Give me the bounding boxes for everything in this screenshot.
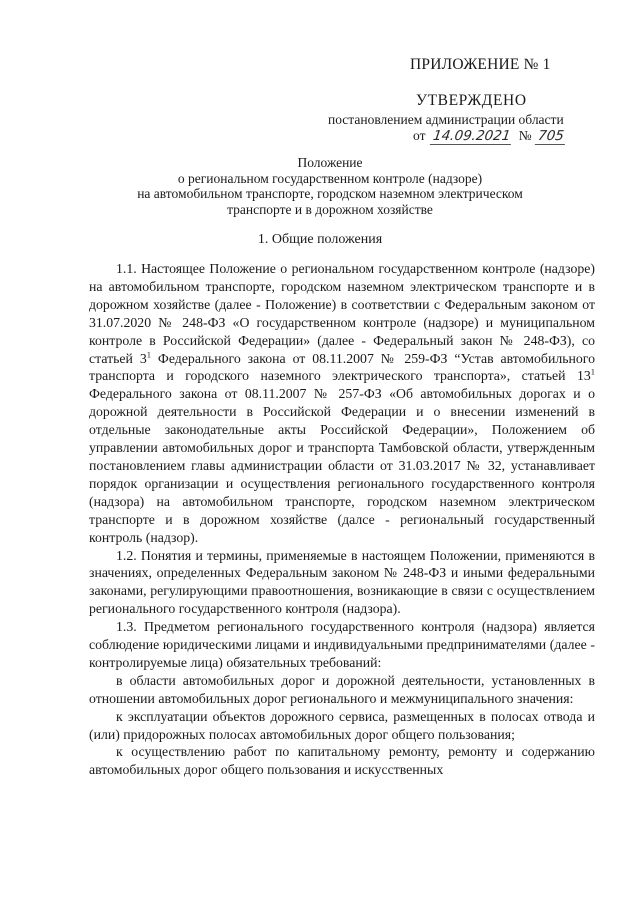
appendix-label: ПРИЛОЖЕНИЕ № 1 [410,56,551,73]
paragraph-roads: в области автомобильных дорог и дорожной деятельности, установленных в отношении автомобильных дорог регионального и межмуниципального значения: [89,672,595,706]
number-sign: № [518,128,532,143]
p1-1-superscript-1: 1 [146,348,151,359]
title-line-1: Положение [297,155,363,170]
title-line-4: транспорте и в дорожном хозяйстве [227,201,433,217]
p1-1-superscript-2: 1 [590,366,595,377]
approved-title: УТВЕРЖДЕНО [416,92,527,109]
document-title [100,155,560,217]
p1-1-part-c: Федерального закона от 08.11.2007 № 257-ФЗ «Об автомобильных дорогах и о дорожной деятельности в Российской Федерации и о внесении изменений в отдельные законодательные акты Российской Федерации», Положением об управлении автомобильных дорог и транспорта Тамбовской области, утвержденным постановлением главы администрации области от 31.03.2017 № 32, устанавливает порядок организации и осуществления регионального государственного контроля (надзора) на автомобильном транспорте, городском наземном электрическом транспорте и в дорожном хозяйстве (далсе - региональный государственный контроль (надзор). [89,386,595,545]
date-prefix: от [413,128,426,143]
approval-date-row [413,128,590,145]
title-line-2: о региональном государственном контроле (надзоре) [177,170,483,186]
handwritten-date: 14.09.2021 [430,128,514,145]
section-heading: 1. Общие положения [257,232,383,247]
approved-by-text: постановлением администрации области [328,112,564,127]
paragraph-1-3: 1.3. Предметом регионального государственного контроля (надзора) является соблюдение юридическими лицами и индивидуальными предпринимателями (далее - контролируемые лица) обязательных требований: [89,619,595,670]
approval-stamp-block [328,92,590,145]
paragraph-1-1 [89,260,595,547]
paragraph-1-2: 1.2. Понятия и термины, применяемые в настоящем Положении, применяются в значениях, определенных Федеральным законом № 248-ФЗ и иными федеральными законами, регулирующими правоотношения, возникающие в связи с осуществлением регионального государственного контроля (надзора). [89,547,595,617]
paragraph-road-repair: к осуществлению работ по капитальному ремонту, ремонту и содержанию автомобильных дорог общего пользования и искусственных [89,744,595,778]
paragraph-road-service: к эксплуатации объектов дорожного сервиса, размещенных в полосах отвода и (или) придорожных полосах автомобильных дорог общего пользования; [89,708,595,742]
p1-1-part-a: 1.1. Настоящее Положение о региональном государственном контроле (надзоре) на автомобильном транспорте, городском наземном электрическом транспорте и в дорожном хозяйстве (далее - Положение) в соответствии с Федеральным законом от 31.07.2020 № 248-ФЗ «О государственном контроле (надзоре) и муниципальном контроле в Российской Федерации» (далее - Федеральный закон № 248-ФЗ), со статьей 3 [89,261,595,366]
document-body [89,260,595,779]
handwritten-number: 705 [534,128,566,145]
p1-1-part-b: Федерального закона от 08.11.2007 № 259-ФЗ “Устав автомобильного транспорта и городского наземного электрического транспорта», статьей 13 [89,350,595,384]
title-line-3: на автомобильном транспорте, городском наземном электрическом [137,186,523,201]
